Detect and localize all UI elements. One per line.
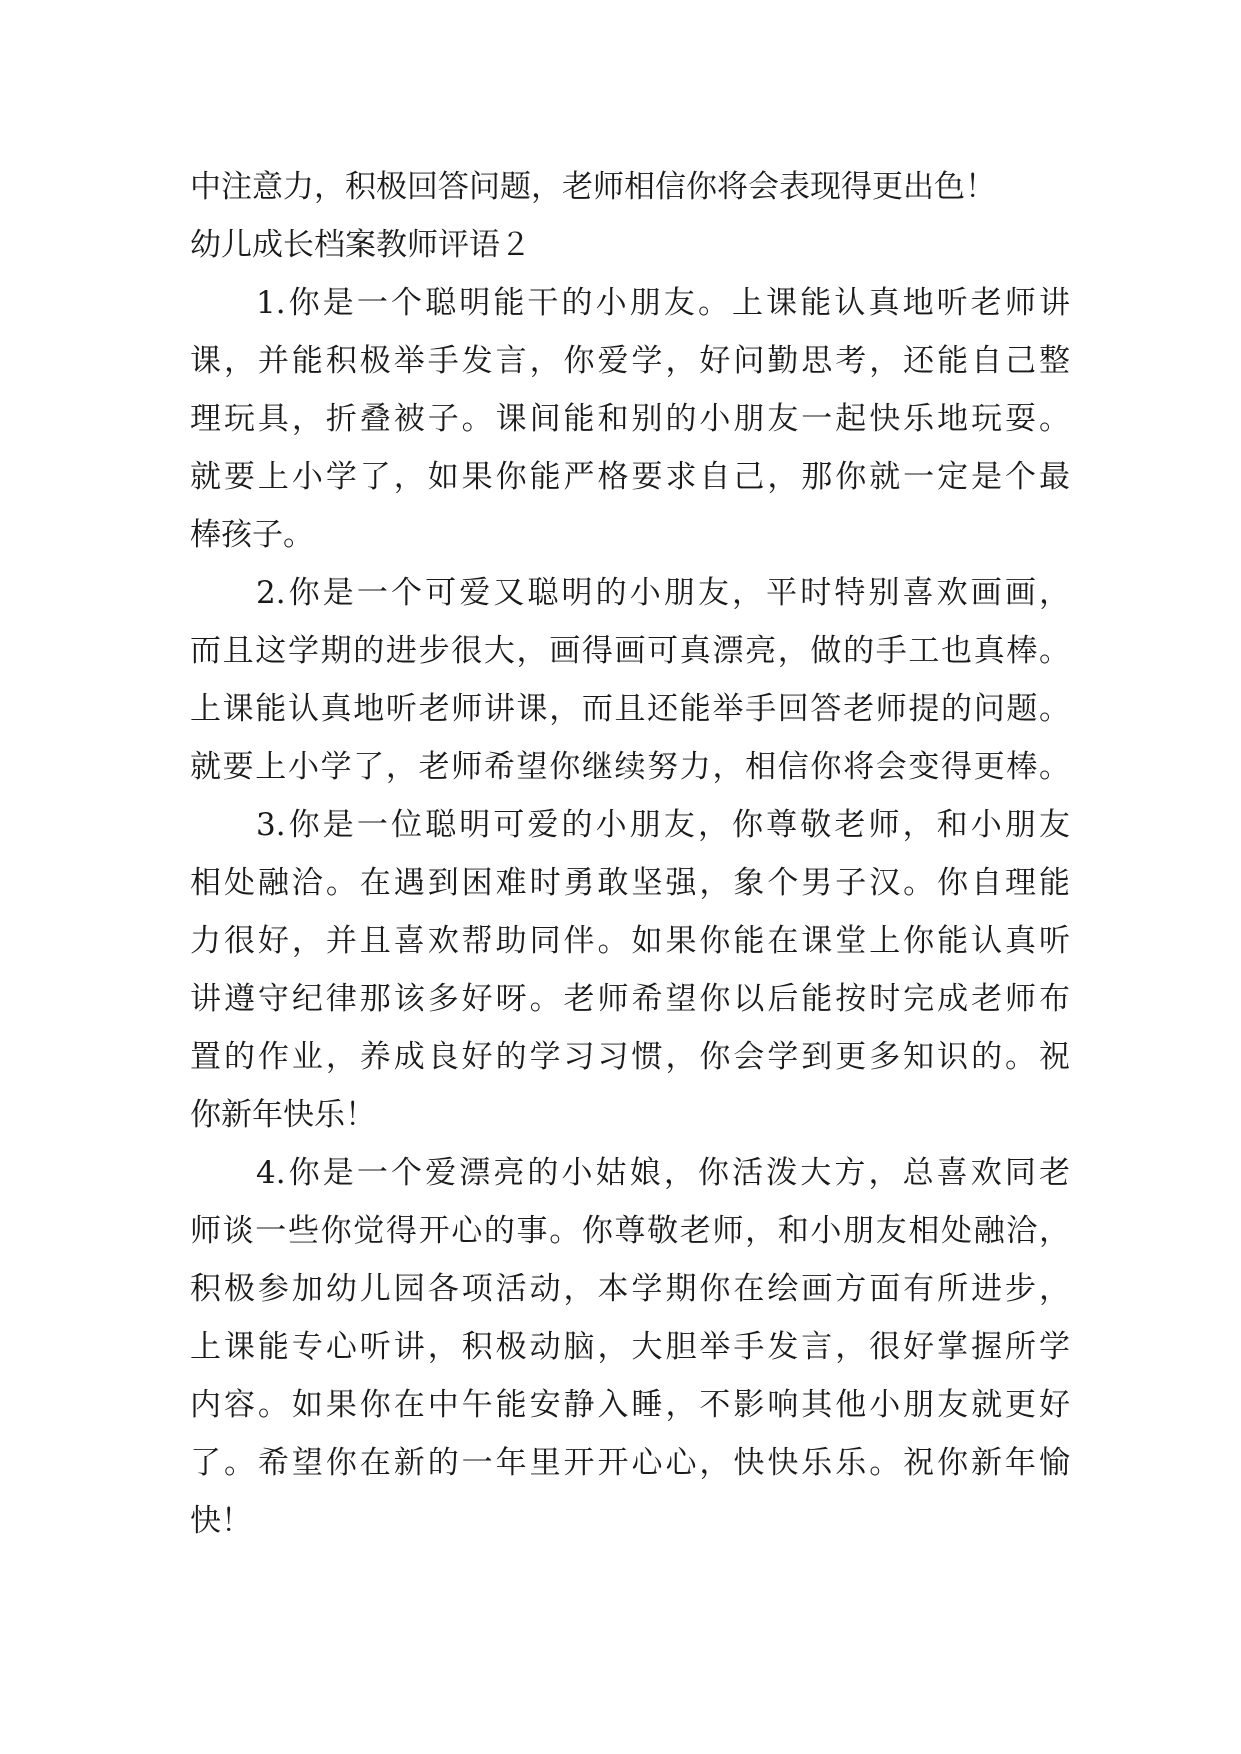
paragraph-line: 了。希望你在新的一年里开开心心，快快乐乐。祝你新年愉 (190, 1445, 1070, 1481)
paragraph-line: 上课能专心听讲，积极动脑，大胆举手发言，很好掌握所学 (190, 1329, 1070, 1365)
paragraph-4 (190, 1144, 1070, 1550)
paragraph-line: 就要上小学了，如果你能严格要求自己，那你就一定是个最 (190, 459, 1070, 495)
intro-continuation: 中注意力，积极回答问题，老师相信你将会表现得更出色！ (190, 169, 996, 205)
paragraph-line: 上课能认真地听老师讲课，而且还能举手回答老师提的问题。 (190, 691, 1070, 727)
paragraph-line: 1.你是一个聪明能干的小朋友。上课能认真地听老师讲 (256, 285, 1070, 321)
paragraph-line: 你新年快乐！ (190, 1097, 376, 1133)
paragraph-line: 内容。如果你在中午能安静入睡，不影响其他小朋友就更好 (190, 1387, 1070, 1423)
paragraph-line: 就要上小学了，老师希望你继续努力，相信你将会变得更棒。 (190, 749, 1070, 785)
paragraph-line: 2.你是一个可爱又聪明的小朋友，平时特别喜欢画画， (256, 575, 1070, 611)
paragraph-line: 而且这学期的进步很大，画得画可真漂亮，做的手工也真棒。 (190, 633, 1070, 669)
paragraph-line: 讲遵守纪律那该多好呀。老师希望你以后能按时完成老师布 (190, 981, 1070, 1017)
paragraph-line: 快！ (190, 1503, 252, 1539)
paragraph-line: 积极参加幼儿园各项活动，本学期你在绘画方面有所进步， (190, 1271, 1070, 1307)
paragraph-line: 4.你是一个爱漂亮的小姑娘，你活泼大方，总喜欢同老 (256, 1155, 1070, 1191)
paragraph-line: 课，并能积极举手发言，你爱学，好问勤思考，还能自己整 (190, 343, 1070, 379)
paragraph-line: 相处融洽。在遇到困难时勇敢坚强，象个男子汉。你自理能 (190, 865, 1070, 901)
paragraph-line: 力很好，并且喜欢帮助同伴。如果你能在课堂上你能认真听 (190, 923, 1070, 959)
paragraph-2 (190, 564, 1070, 796)
paragraph-line: 棒孩子。 (190, 517, 314, 553)
document-page (190, 158, 1070, 1550)
paragraph-line: 理玩具，折叠被子。课间能和别的小朋友一起快乐地玩耍。 (190, 401, 1070, 437)
paragraph-line: 3.你是一位聪明可爱的小朋友，你尊敬老师，和小朋友 (256, 807, 1070, 843)
paragraph-line: 置的作业，养成良好的学习习惯，你会学到更多知识的。祝 (190, 1039, 1070, 1075)
paragraph-1 (190, 274, 1070, 564)
paragraph-line: 师谈一些你觉得开心的事。你尊敬老师，和小朋友相处融洽， (190, 1213, 1070, 1249)
section-heading: 幼儿成长档案教师评语２ (190, 227, 531, 263)
paragraph-3 (190, 796, 1070, 1144)
